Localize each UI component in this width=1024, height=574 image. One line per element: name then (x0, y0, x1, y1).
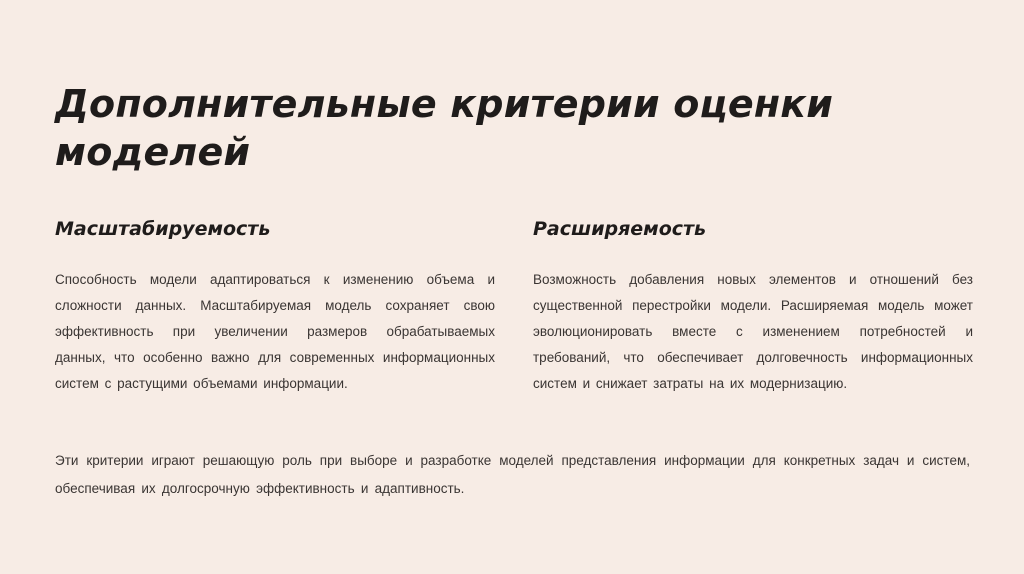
extensibility-heading: Расширяемость (533, 218, 707, 240)
slide-title: Дополнительные критерии оценки моделей (55, 82, 834, 174)
summary-text: Эти критерии играют решающую роль при выборе и разработке моделей представления информации для конкретных задач и систем, обеспечивая их долгосрочную эффективность и адаптивность. (55, 453, 970, 496)
extensibility-text: Возможность добавления новых элементов и отношений без существенной перестройки модели. Расширяемая модель может эволюционировать вместе с изменением потребностей и требований, что обеспечивает долговечность информационных систем и снижает затраты на их модернизацию. (533, 272, 973, 391)
scalability-section (55, 215, 495, 397)
scalability-text: Способность модели адаптироваться к изменению объема и сложности данных. Масштабируемая модель сохраняет свою эффективность при увеличении размеров обрабатываемых данных, что особенно важно для современных информационных систем с растущими объемами информации. (55, 272, 495, 391)
extensibility-section (533, 215, 973, 397)
scalability-heading: Масштабируемость (55, 218, 271, 240)
